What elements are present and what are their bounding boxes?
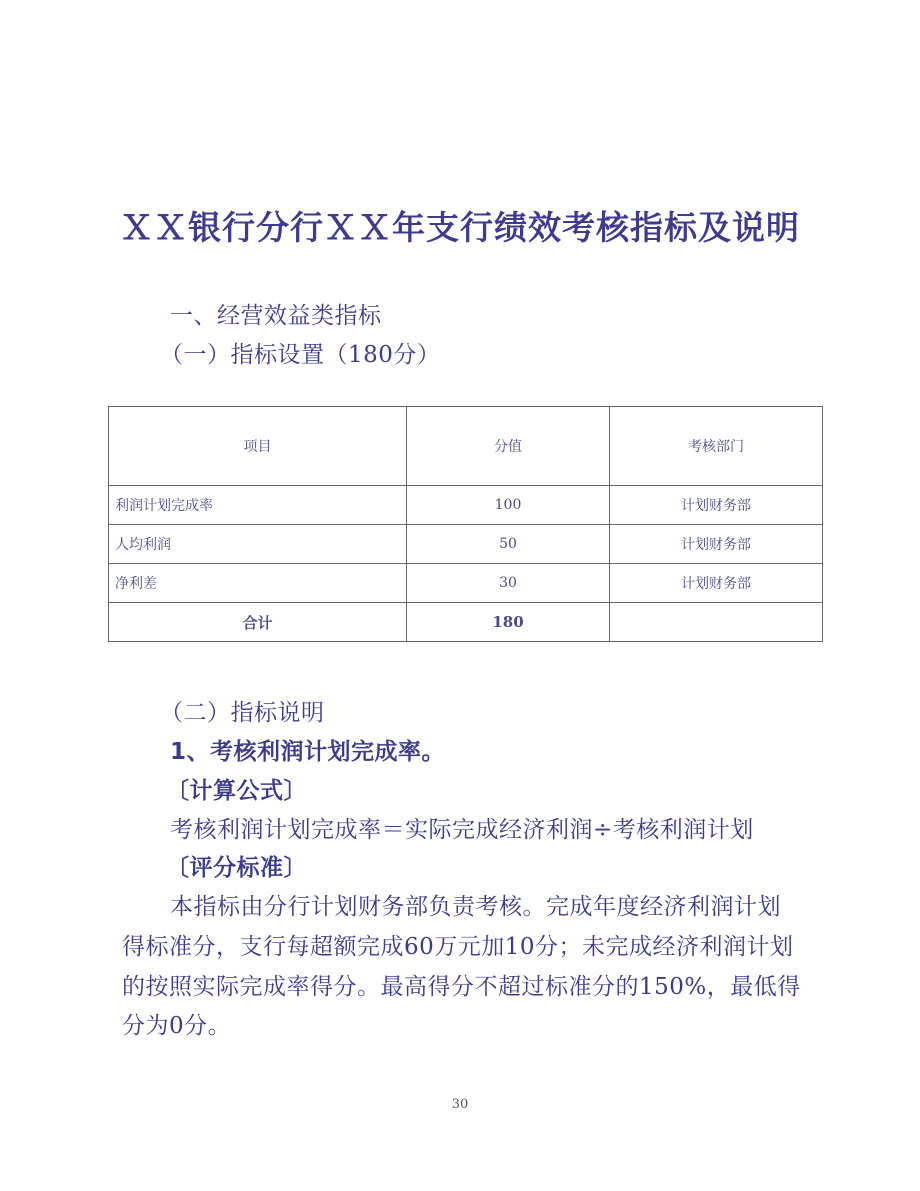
cell-dept: 计划财务部 [610,564,823,603]
table-total-row [109,603,823,642]
formula-text: 考核利润计划完成率＝实际完成经济利润÷考核利润计划 [170,817,754,843]
scoring-line: 本指标由分行计划财务部负责考核。完成年度经济利润计划 [170,894,781,920]
indicator-table [108,406,823,642]
scoring-line: 得标准分，支行每超额完成60万元加10分；未完成经济利润计划 [122,934,794,960]
cell-score: 100 [407,486,610,525]
cell-item: 人均利润 [109,525,407,564]
subsection-heading: （一）指标设置（180分） [160,342,441,368]
subsection-heading: （二）指标说明 [160,700,325,726]
page-number: 30 [451,1097,469,1112]
scoring-heading: 〔评分标准〕 [166,855,307,881]
scoring-line: 的按照实际完成率得分。最高得分不超过标准分的150%，最低得 [122,974,801,1000]
document-title: ＸＸ银行分行ＸＸ年支行绩效考核指标及说明 [120,208,800,247]
cell-dept: 计划财务部 [610,525,823,564]
section-heading: 一、经营效益类指标 [170,303,382,329]
table-row [109,525,823,564]
item-heading: 1、考核利润计划完成率。 [170,739,446,765]
total-label: 合计 [109,603,407,642]
table-row [109,564,823,603]
header-cell: 考核部门 [610,407,823,486]
cell-item: 利润计划完成率 [109,486,407,525]
table-row [109,486,823,525]
cell-score: 30 [407,564,610,603]
cell-item: 净利差 [109,564,407,603]
header-cell: 项目 [109,407,407,486]
formula-heading: 〔计算公式〕 [166,778,307,804]
total-dept [610,603,823,642]
cell-dept: 计划财务部 [610,486,823,525]
total-score: 180 [407,603,610,642]
table-header-row [109,407,823,486]
scoring-line: 分为0分。 [122,1013,232,1039]
header-cell: 分值 [407,407,610,486]
cell-score: 50 [407,525,610,564]
